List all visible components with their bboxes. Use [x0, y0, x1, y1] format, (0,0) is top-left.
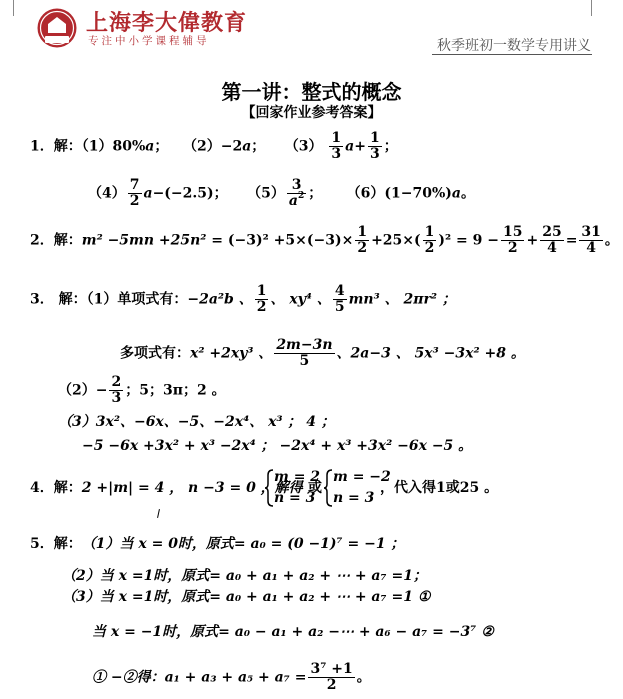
- system-brace: [264, 469, 274, 507]
- answer-5-part-3: （3）当 x =1时，原式= a₀ + a₁ + a₂ + ⋯ + a₇ =1 ①: [62, 589, 431, 605]
- answer-4-equation: 4．解：2 +|m| = 4 ， n −3 = 0 ，解得: [30, 480, 303, 496]
- answer-5-part-3-result: ① −②得：a₁ + a₃ + a₅ + a₇ = $\frac{\text{3⁷ +1}}{2}$ 。: [92, 661, 371, 693]
- system-2-eq-2: n = 3: [333, 490, 375, 506]
- system-1-eq-2: n = 3: [274, 490, 316, 506]
- fraction: $\frac{\text{3⁷ +1}}{2}$: [310, 661, 353, 693]
- fraction: $\frac{2}{3}$: [111, 374, 122, 406]
- school-logo-seal: [36, 7, 78, 49]
- answer-3-part-3-line-2: −5 −6x +3x² + x³ −2x⁴ ； −2x⁴ + x³ +3x² −6x −5 。: [82, 438, 473, 454]
- school-name: 上海李大偉教育: [86, 11, 248, 36]
- answer-1-line-2: （4） $\frac{7}{2}$ a−(−2.5)； （5） $\frac{3}{a^2}$ ； （6）(1−70%)a。: [88, 177, 475, 209]
- page-header: [0, 0, 623, 58]
- stray-mark: [157, 509, 160, 518]
- fraction: $\frac{1}{2}$: [256, 283, 267, 315]
- answer-5-part-1: 5．解：（1）当 x = 0时，原式= a₀ = (0 −1)⁷ = −1 ；: [30, 536, 405, 552]
- fraction: $\frac{15}{2}$: [502, 224, 523, 256]
- corner-mark: [13, 0, 14, 16]
- system-2-eq-1: m = −2: [333, 469, 391, 485]
- answer-3-polynomials: 多项式有：x² +2xy³ 、 $\frac{2m-3n}{5}$ 、2a−3 、 5x³ −3x² +8 。: [120, 337, 525, 369]
- answer-5-part-2: （2）当 x =1时，原式= a₀ + a₁ + a₂ + ⋯ + a₇ =1；: [62, 568, 427, 584]
- fraction: $\frac{7}{2}$: [129, 177, 140, 209]
- answer-3-part-3-line-1: （3）3x²、−6x、−5、−2x⁴、 x³ ； 4 ；: [58, 414, 335, 430]
- fraction: $\frac{3}{a^2}$: [288, 177, 305, 209]
- fraction: $\frac{1}{2}$: [424, 224, 435, 256]
- or-word: 或: [308, 480, 322, 496]
- fraction: $\frac{1}{2}$: [357, 224, 368, 256]
- header-rule: [432, 54, 592, 55]
- school-slogan: 专注中小学课程辅导: [88, 35, 210, 47]
- answer-3-monomials: 3． 解：（1）单项式有：−2a²b 、 $\frac{1}{2}$ 、 xy⁴ 、 $\frac{4}{5}$ mn³ 、 2πr² ；: [30, 283, 456, 315]
- fraction: $\frac{4}{5}$: [334, 283, 345, 315]
- answer-4-result: ，代入得1或25 。: [380, 480, 499, 496]
- series-title: 秋季班初一数学专用讲义: [437, 38, 591, 54]
- lecture-title: 第一讲：整式的概念: [221, 80, 402, 104]
- answer-5-part-3-substitution: 当 x = −1时，原式= a₀ − a₁ + a₂ −⋯ + a₆ − a₇ = −3⁷ ②: [92, 624, 494, 640]
- fraction: $\frac{31}{4}$: [581, 224, 601, 256]
- system-brace: [323, 469, 333, 507]
- lecture-subtitle: 【回家作业参考答案】: [241, 105, 382, 121]
- answer-1-line-1: 1．解：（1）80%a； （2）−2a； （3） $\frac{1}{3}$ a+ $\frac{1}{3}$ ；: [30, 130, 398, 162]
- fraction: $\frac{25}{4}$: [542, 224, 562, 256]
- fraction: $\frac{1}{3}$: [331, 130, 342, 162]
- fraction: $\frac{2m-3n}{5}$: [276, 337, 333, 369]
- answer-2: 2．解：m² −5mn +25n² = (−3)² +5×(−3)× $\frac{1}{2}$ +25×( $\frac{1}{2}$ )² = 9 − $\frac{15}{2}$ + $\frac{25}{4}$ = $\frac{31}{4}$ 。: [30, 224, 619, 256]
- fraction: $\frac{1}{3}$: [369, 130, 380, 162]
- corner-mark: [591, 0, 592, 16]
- system-1-eq-1: m = 2: [274, 469, 321, 485]
- answer-3-part-2: （2）− $\frac{2}{3}$ ；5；3π；2 。: [58, 374, 226, 406]
